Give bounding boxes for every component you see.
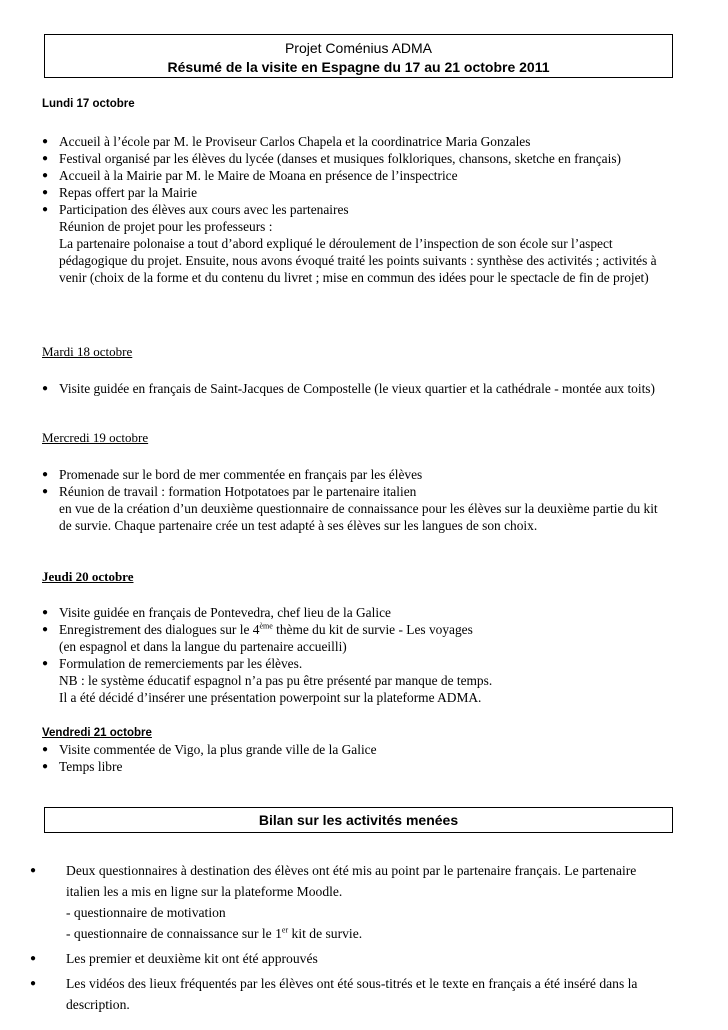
title-box [44,34,673,78]
item-subtext: Réunion de projet pour les professeurs : [59,219,273,234]
list-item [42,167,672,184]
bilan-title: Bilan sur les activités menées [258,812,459,828]
item-subtext: Il a été décidé d’insérer une présentation powerpoint sur la plateforme ADMA. [59,690,482,705]
item-text: Temps libre [59,759,123,774]
list-item [42,184,672,201]
list-mercredi [42,466,672,534]
list-item [42,380,672,397]
item-text: Deux questionnaires à destination des élèves ont été mis au point par le partenaire français. Le partenaire italien les a mis en ligne sur la plateforme Moodle. [66,863,637,899]
day-heading-lundi: Lundi 17 octobre [42,98,135,110]
item-text: Participation des élèves aux cours avec les partenaires [59,202,349,217]
list-item [42,604,672,621]
item-subtext: NB : le système éducatif espagnol n’a pas pu être présenté par manque de temps. [59,673,493,688]
item-text: Festival organisé par les élèves du lycée (danses et musiques folkloriques, chansons, sketche en français) [59,151,621,166]
item-text: Accueil à l’école par M. le Proviseur Carlos Chapela et la coordinatrice Maria Gonzales [59,134,531,149]
item-subtext: - questionnaire de motivation [66,905,226,920]
item-text: Accueil à la Mairie par M. le Maire de Moana en présence de l’inspectrice [59,168,458,183]
item-text: thème du kit de survie - Les voyages [272,622,473,637]
item-text: Visite commentée de Vigo, la plus grande ville de la Galice [59,742,377,757]
list-jeudi [42,604,672,706]
list-item [30,973,670,1015]
item-subtext: (en espagnol et dans la langue du partenaire accueilli) [59,639,347,654]
day-heading-mercredi: Mercredi 19 octobre [42,430,149,445]
item-text: Les vidéos des lieux fréquentés par les élèves ont été sous-titrés et le texte en français a été inséré dans la description. [66,976,638,1012]
list-item [42,466,672,483]
day-heading-vendredi: Vendredi 21 octobre [42,727,152,739]
item-text: Repas offert par la Mairie [59,185,198,200]
list-item [42,150,672,167]
day-heading-mardi: Mardi 18 octobre [42,344,133,359]
list-item [30,948,670,969]
list-mardi [42,380,672,397]
superscript: ème [259,621,273,631]
list-bilan [30,860,670,1019]
item-text: Les premier et deuxième kit ont été approuvés [66,951,318,966]
day-heading-jeudi: Jeudi 20 octobre [42,569,134,584]
visit-summary-title: Résumé de la visite en Espagne du 17 au 21 octobre 2011 [167,59,550,75]
list-item [42,621,672,655]
item-subtext: en vue de la création d’un deuxième questionnaire de connaissance pour les élèves sur la deuxième partie du kit de survie. Chaque partenaire crée un test adapté à ses élèves sur les langues de son choix. [59,501,658,533]
item-text: Réunion de travail : formation Hotpotatoes par le partenaire italien [59,484,417,499]
project-title: Projet Coménius ADMA [284,40,433,56]
item-subtext: La partenaire polonaise a tout d’abord expliqué le déroulement de l’inspection de son école sur l’aspect pédagogique du projet. Ensuite, nous avons évoqué traité les points suivants : synthèse des activités ; activités à venir (choix de la forme et du contenu du livret ; mise en commun des idées pour le spectacle de fin de projet) [59,236,657,285]
list-item [42,201,672,286]
item-subtext: kit de survie. [288,926,363,941]
item-subtext: - questionnaire de connaissance sur le 1 [66,926,282,941]
item-text: Formulation de remerciements par les élèves. [59,656,303,671]
list-item [42,133,672,150]
list-vendredi [42,741,672,775]
list-lundi [42,133,672,286]
list-item [30,860,670,944]
list-item [42,483,672,534]
item-text: Visite guidée en français de Pontevedra, chef lieu de la Galice [59,605,391,620]
list-item [42,758,672,775]
item-text: Enregistrement des dialogues sur le 4 [59,622,260,637]
list-item [42,655,672,706]
list-item [42,741,672,758]
item-text: Promenade sur le bord de mer commentée en français par les élèves [59,467,423,482]
bilan-title-box [44,807,673,833]
item-text: Visite guidée en français de Saint-Jacques de Compostelle (le vieux quartier et la cathédrale - montée aux toits) [59,381,655,396]
superscript: er [281,925,289,935]
